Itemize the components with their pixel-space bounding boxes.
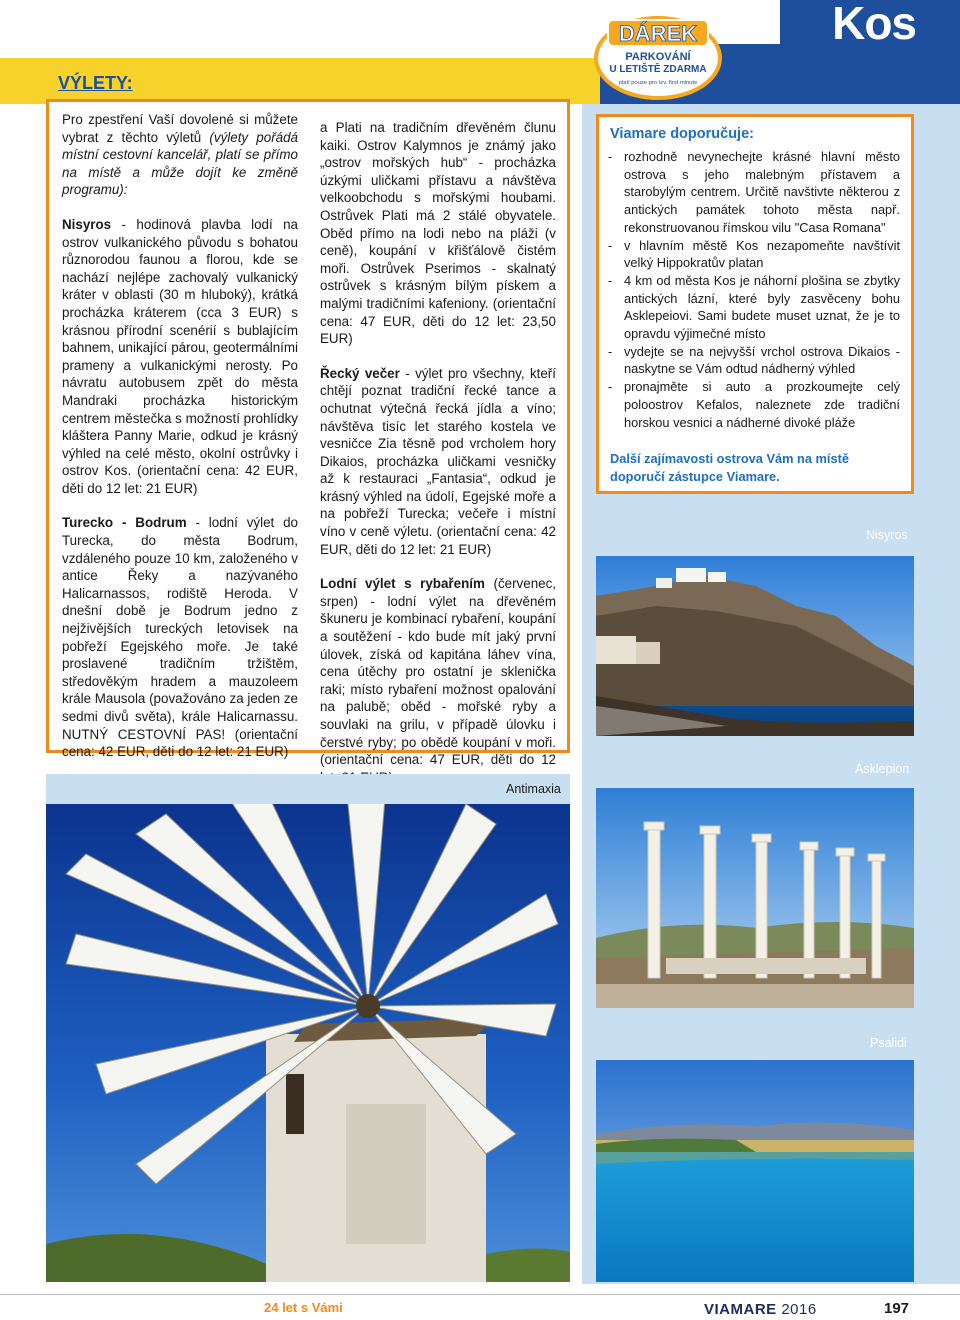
footer-brand (704, 1301, 817, 1318)
recommendations-list (608, 148, 900, 431)
page-number: 197 (884, 1300, 910, 1317)
recommendations-title: Viamare doporučuje: (610, 126, 754, 142)
trip-nisyros-name: Nisyros (62, 216, 112, 232)
trip-rybari-text: (červenec, srpen) - lodní výlet na dřevěném škuneru je kombinací rybaření, koupání a soutěžení - kdo bude mít jaký první úlovek, získá od kapitána láhev vína, cena útěchy pro ostatní je sklenička raki; místo rybaření možnost opalování na palubě; oběd - mořské ryby a souvlaki na grilu, v případě úlovku i čerstvé ryby; po obědě koupání v moři. (orientační cena: 47 EUR, děti do 12 (320, 576, 556, 768)
recommendation-item: - vydejte se na nejvyšší vrchol ostrova Dikaios - naskytne se Vám odtud nádherný výhled (608, 343, 900, 378)
destination-title-box (780, 0, 960, 49)
trip-vecer-name: Řecký večer (320, 365, 400, 381)
destination-title: Kos (832, 0, 916, 49)
trips-column-1 (62, 111, 298, 831)
trip-turecko-name: Turecko - Bodrum (62, 515, 187, 531)
recommendation-item: - pronajměte si auto a prozkoumejte celý poloostrov Kefalos, naleznete zde tradiční horskou vesnici a nádherné divoké pláže (608, 378, 900, 431)
trips-intro: Pro zpestření Vaší dovolené si můžete vybrat z těchto výletů (62, 112, 298, 145)
badge-line2: U LETIŠTĚ ZDARMA (609, 64, 707, 75)
photo-caption-antimaxia: Antimaxia (506, 782, 561, 796)
photo-psalidi (596, 1060, 914, 1282)
recommendations-more: Další zajímavosti ostrova Vám na místě doporučí zástupce Viamare. (610, 451, 849, 484)
recommendation-item: - v hlavním městě Kos nezapomeňte navštívit velký Hippokratův platan (608, 237, 900, 272)
footer-tagline: 24 let s Vámi (264, 1300, 343, 1315)
gift-badge (594, 12, 722, 100)
trip-rybari-name: Lodní výlet s rybařením (320, 576, 485, 592)
footer-divider (0, 1294, 960, 1295)
photo-caption-nisyros: Nisyros (866, 528, 908, 542)
photo-nisyros (596, 556, 914, 736)
photo-caption-psalidi: Psalidi (870, 1036, 907, 1050)
photo-asklepion (596, 788, 914, 1008)
antimaxia-caption-bar (46, 774, 570, 804)
trips-intro-note: (výlety pořádá místní cestovní kancelář, platí se přímo na místě a může dojít ke změně programu): (62, 129, 299, 198)
photo-antimaxia (46, 774, 570, 1282)
footer-brand-name: VIAMARE (704, 1301, 777, 1318)
trips-column-2 (320, 119, 556, 786)
badge-line3: platí pouze pro tzv. first minute (618, 80, 698, 86)
trip-turecko-text: - lodní výlet do Turecka, do města Bodrum, vzdáleného pouze 10 km, založeného v antice Řeky a nazývaného Halicarnassos, rodiště Heroda. V dnešní době je Bodrum jedno z nejživějších tureckých letovisek na pobřeží Egejského moře. Je také proslavené tradičním tržištěm, středověkým hradem a mauzoleem krále Mausola (považováno za jeden ze sedmi divů světa), krále Halicarnassu. NUTNÝ CESTOVNÍ PAS! (orientační cena: 42 EUR, děti do 12 let: 21 EUR) (62, 515, 299, 760)
recommendation-item: - 4 km od města Kos je náhorní plošina se zbytky antických lázní, které byly zasvěceny bohu Asklepeiovi. Sami budete muset uznat, že je to opravdu výjimečné místo (608, 272, 900, 343)
section-heading: VÝLETY: (58, 73, 133, 93)
photo-caption-asklepion: Asklepion (855, 762, 910, 776)
badge-line1: PARKOVÁNÍ (625, 51, 691, 63)
trip-okruh-continued: a Plati na tradičním dřevěném člunu kaiki. Ostrov Kalymnos je známý jako „ostrov mořských hub“ - procházka úzkými uličkami přístavu a návštěva velkoobchodu s mořskými houbami. Ostrůvek Plati má 2 stálé obyvatele. Oběd přímo na lodi nebo na pláži (v ceně), koupání v křišťálově čistém moři. Ostrůvek Pserimos - skalnatý ostrůvek s krásným bílým pískem a malými tradičními kafeniony. (orientační cena: 47 EUR, děti do 12 let: 23,50 EUR) (320, 120, 556, 347)
badge-title: DÁREK (618, 21, 698, 46)
trip-vecer-text: - výlet pro všechny, kteří chtějí poznat tradiční řecké tance a ochutnat výtečná řecká jídla a víno; návštěva tisíc let starého kostela ve vesničce Zia těsně pod vrcholem hory Dikaios, procházka uličkami vesničky až k restauraci „Fantasia“, odkud je krásný výhled na údolí, Egejské moře a na pobřeží Turecka; večeře i místní víno v ceně výletu. (orientační cena: 42 EUR, děti do 12 let: 21 EUR) (320, 365, 556, 557)
recommendation-item: - rozhodně nevynechejte krásné hlavní město ostrova s jeho malebným přístavem a starobylým centrem. Určitě navštivte některou z antických památek tohoto města např. rekonstruovanou římskou vilu "Casa Romana" (608, 148, 900, 237)
footer-year: 2016 (781, 1301, 817, 1318)
trip-nisyros-text: - hodinová plavba lodí na ostrov vulkanického původu s bohatou různorodou faunou a florou, kde se nachází nejlépe zachovalý vulkanický kráter v oblasti (30 m hluboký), krátká procházka kráterem (cca 3 EUR) s krásnou přírodní scenérií s bublajícím bahnem, unikající párou, geotermálními prameny a vulkanickými nerosty. Po návratu autobusem zpět do města Mandraki procházka historickým centrem městečka s možností prohlídky kláštera Panny Marie, odkud je krásný výhled na celé město, okolní ostrůvky i ostrov Kos. (orientační cena: 42 EUR, děti do 12 let: 21 EUR) (62, 216, 298, 496)
